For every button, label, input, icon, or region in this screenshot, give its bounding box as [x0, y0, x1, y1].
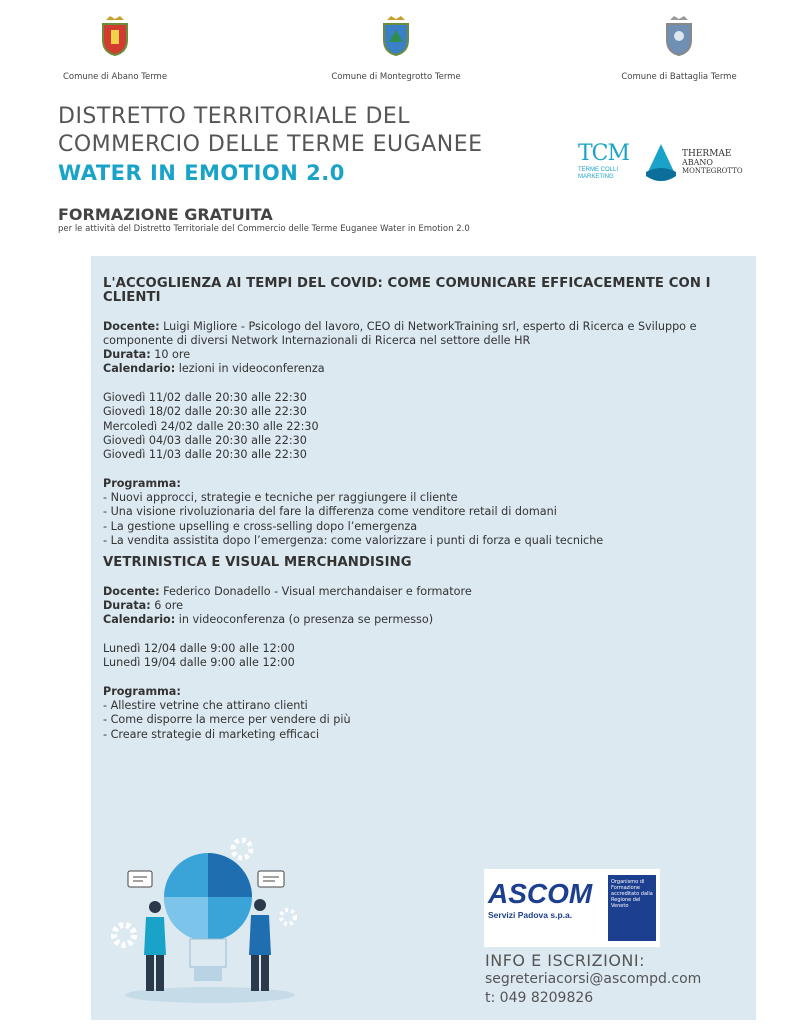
municipality-label: Comune di Battaglia Terme [621, 72, 737, 82]
municipality-label: Comune di Abano Terme [62, 72, 168, 82]
course-title: L'ACCOGLIENZA AI TEMPI DEL COVID: COME COMUNICARE EFFICACEMENTE CON I CLIENTI [103, 276, 711, 306]
montegrotto-crest-icon [381, 16, 411, 56]
info-title: INFO E ISCRIZIONI: [485, 951, 645, 970]
section-subtitle: per le attività del Distretto Territoriale del Commercio delle Terme Euganee Water in Emotion 2.0 [58, 224, 470, 234]
water-drop-icon [644, 142, 678, 184]
course-date: Giovedì 11/02 dalle 20:30 alle 22:30 [103, 391, 307, 405]
course-title: VETRINISTICA E VISUAL MERCHANDISING [103, 555, 412, 571]
ascom-logo: ASCOM Servizi Padova s.p.a. Organismo di Formazione accreditato dalla Regione del Veneto [484, 869, 660, 947]
page-title-line-1: DISTRETTO TERRITORIALE DEL [58, 104, 411, 129]
course-content [103, 277, 748, 742]
contact-email[interactable]: segreteriacorsi@ascompd.com [485, 971, 702, 987]
programma-item: - Una visione rivoluzionaria del fare la differenza come venditore retail di domani [103, 505, 557, 519]
programma-label: Programma: [103, 684, 181, 698]
course-date: Mercoledì 24/02 dalle 20:30 alle 22:30 [103, 419, 319, 433]
course-date: Giovedì 11/03 dalle 20:30 alle 22:30 [103, 448, 307, 462]
course-docente: Docente: Luigi Migliore - Psicologo del lavoro, CEO di NetworkTraining srl, esperto di Ricerca e Sviluppo e componente di diversi Network Internazionali di Ricerca nel settore delle HR [103, 319, 697, 347]
battaglia-crest-icon [664, 16, 694, 56]
programma-item: - La vendita assistita dopo l’emergenza: come valorizzare i punti di forza e quali tecniche [103, 534, 604, 548]
page-title-accent: WATER IN EMOTION 2.0 [58, 161, 345, 185]
tcm-logo: TCM TERME COLLI MARKETING [578, 141, 630, 180]
course-docente: Docente: Federico Donadello - Visual merchandaiser e formatore [103, 584, 472, 598]
municipality-label: Comune di Montegrotto Terme [331, 72, 461, 82]
course-date: Giovedì 04/03 dalle 20:30 alle 22:30 [103, 433, 307, 447]
lightbulb-teamwork-illustration [110, 835, 310, 1005]
programma-item: - Come disporre la merce per vendere di più [103, 713, 351, 727]
thermae-logo: THERMAE ABANO MONTEGROTTO [644, 140, 754, 188]
programma-item: - Nuovi approcci, strategie e tecniche per raggiungere il cliente [103, 491, 458, 505]
programma-item: - Creare strategie di marketing efficaci [103, 727, 320, 741]
abano-crest-icon [100, 16, 130, 56]
course-calendario: Calendario: in videoconferenza (o presenza se permesso) [103, 613, 434, 627]
course-durata: Durata: 10 ore [103, 348, 191, 362]
course-durata: Durata: 6 ore [103, 598, 184, 612]
programma-label: Programma: [103, 476, 181, 490]
course-date: Lunedì 19/04 dalle 9:00 alle 12:00 [103, 656, 295, 670]
course-calendario: Calendario: lezioni in videoconferenza [103, 362, 325, 376]
programma-item: - Allestire vetrine che attirano clienti [103, 699, 308, 713]
page-title-line-2: COMMERCIO DELLE TERME EUGANEE [58, 132, 483, 157]
course-date: Lunedì 12/04 dalle 9:00 alle 12:00 [103, 641, 295, 655]
course-date: Giovedì 18/02 dalle 20:30 alle 22:30 [103, 405, 307, 419]
programma-item: - La gestione upselling e cross-selling dopo l’emergenza [103, 519, 418, 533]
section-title: FORMAZIONE GRATUITA [58, 205, 273, 224]
contact-phone[interactable]: t: 049 8209826 [485, 990, 594, 1006]
